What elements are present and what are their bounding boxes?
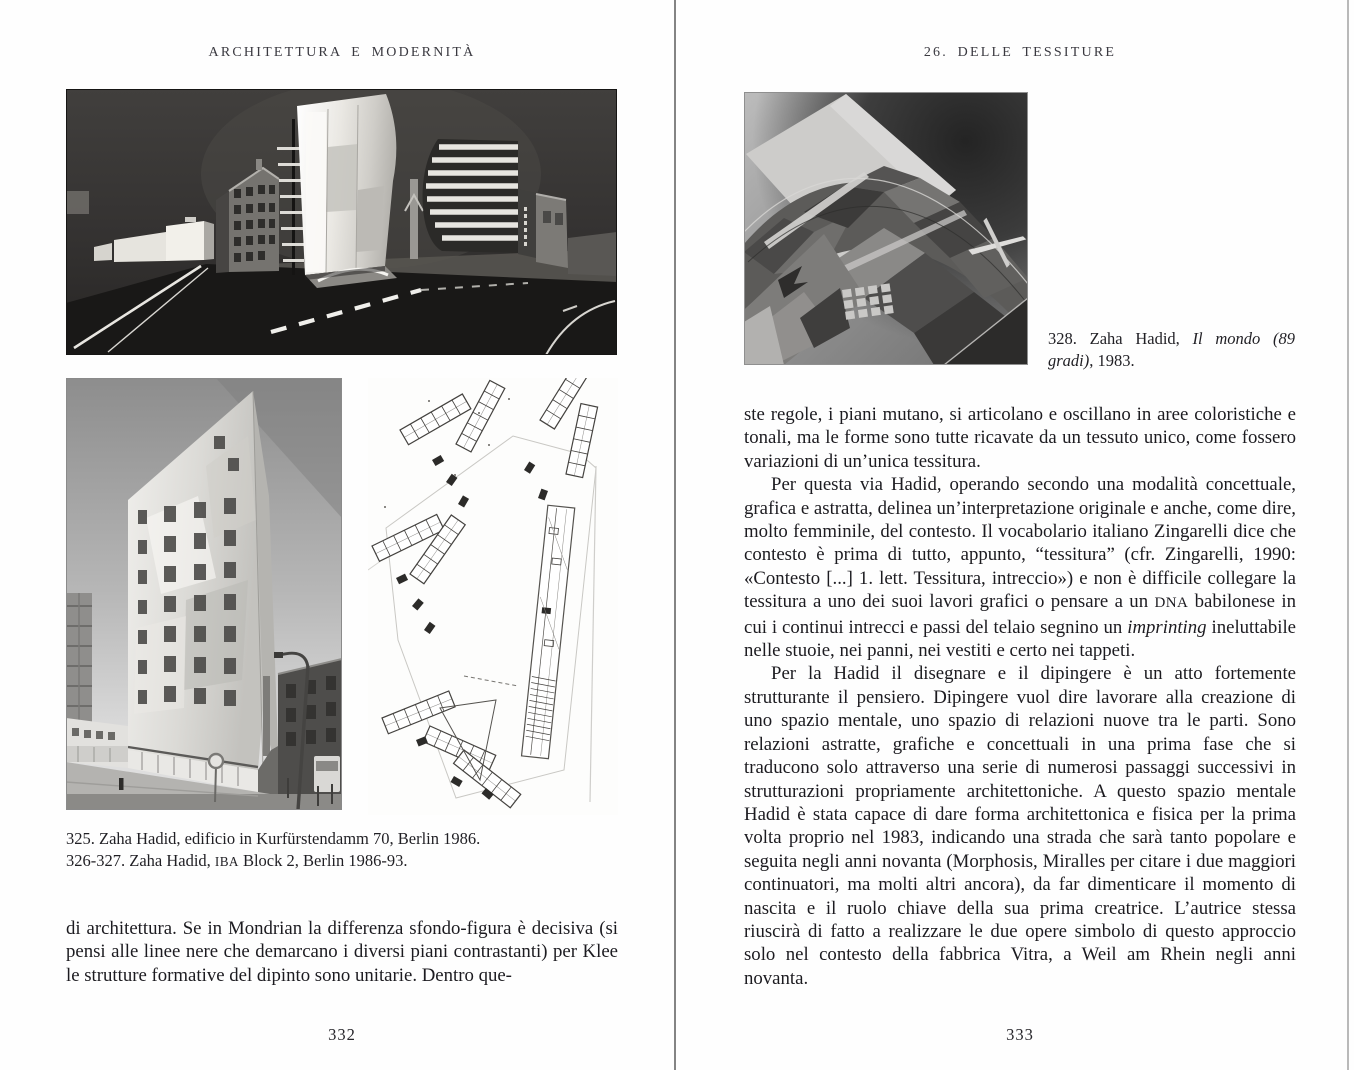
low-building-left [66,718,128,768]
figure-kurfuerstendamm-photo [66,378,342,810]
figure-berlin-painting [66,89,617,355]
caption-326-327: 326-327. Zaha Hadid, IBA Block 2, Berlin 1986-93. [66,850,408,870]
caption-328: 328. Zaha Hadid, Il mondo (89 gradi), 1983. [1048,329,1295,370]
berlin-painting-canvas [66,89,617,355]
body-text-left [66,917,618,987]
sail-building [277,94,397,288]
glass-tower-left [66,593,92,735]
site-plan-canvas [368,378,618,815]
running-header-left: ARCHITETTURA E MODERNITÀ [208,45,476,60]
building-photo-canvas [66,378,342,810]
paragraph: ste regole, i piani mutano, si articolano e oscillano in aree coloristiche e tonali, ma le forme sono tutte ricavate da un tessuto unico, come fossero variazioni di un’unica tessitura. [744,404,1296,472]
pedestrian [119,778,124,790]
page-edge-line [1347,0,1349,1070]
figure-iba-site-plan [368,378,618,815]
captions-left [66,828,618,872]
caption-325: 325. Zaha Hadid, edificio in Kurfürstendamm 70, Berlin 1986. [66,829,481,848]
paragraph: di architettura. Se in Mondrian la differenza sfondo-figura è decisiva (si pensi alle linee nere che demarcano i diversi piani contrastanti) per Klee le strutture formative del dipinto sono unitarie. Dentro que- [66,918,618,986]
running-header-right: 26. DELLE TESSITURE [923,45,1117,60]
paragraph: Per questa via Hadid, operando secondo una modalità concettuale, grafica e astratta, delinea un’interpretazione originale e anche, come dire, molto femminile, del contesto. Il vocabolario italiano Zingarelli dice che contesto è prima di tutto, appunto, “tessitura” (cfr. Zingarelli, 1990: «Contesto [...] 1. lett. Tessitura, intreccio») e non è difficile collegare la tessitura a uno dei suoi lavori grafici o pensare a un DNA babilonese in cui i continui intrecci e passi del telaio segnino un imprinting ineluttabile nelle stuoie, nei panni, nei vestiti e certo nei tappeti. [744,474,1296,662]
il-mondo-canvas [744,92,1028,365]
paragraph: Per la Hadid il disegnare e il dipingere è un atto fortemente strutturante il pensiero. Dipingere vuol dire lavorare alla creazione di uno spazio mentale, uno spazio di relazioni nuove tra le parti. Sono relazioni astratte, grafiche e concettuali in una prima fase che si traducono solo attraverso una serie di numerosi passaggi successivi in strutturazioni propriamente architettoniche. A questo spazio mentale Hadid è stata capace di dare forma architettonica e fisica per la prima volta proprio nel 1983, indicando una strada che sarà tanto popolare e seguita negli anni novanta (Morphosis, Miralles per citare i due maggiori continuatori, ma molti altri ancora), da far dimenticare il momento di nascita e il ruolo chiave della sua prima creatrice. L’autrice stessa riuscirà di fatto a realizzare le due opere simbolo di questo approccio solo nel contesto della fabbrica Vitra, a Weil am Rhein negli anni novanta. [744,663,1296,989]
page-number-right: 333 [1006,1025,1034,1044]
body-text-right [744,403,1296,990]
spine-divider [674,0,676,1070]
figure-il-mondo-painting [744,92,1028,365]
page-number-left: 332 [328,1025,356,1044]
